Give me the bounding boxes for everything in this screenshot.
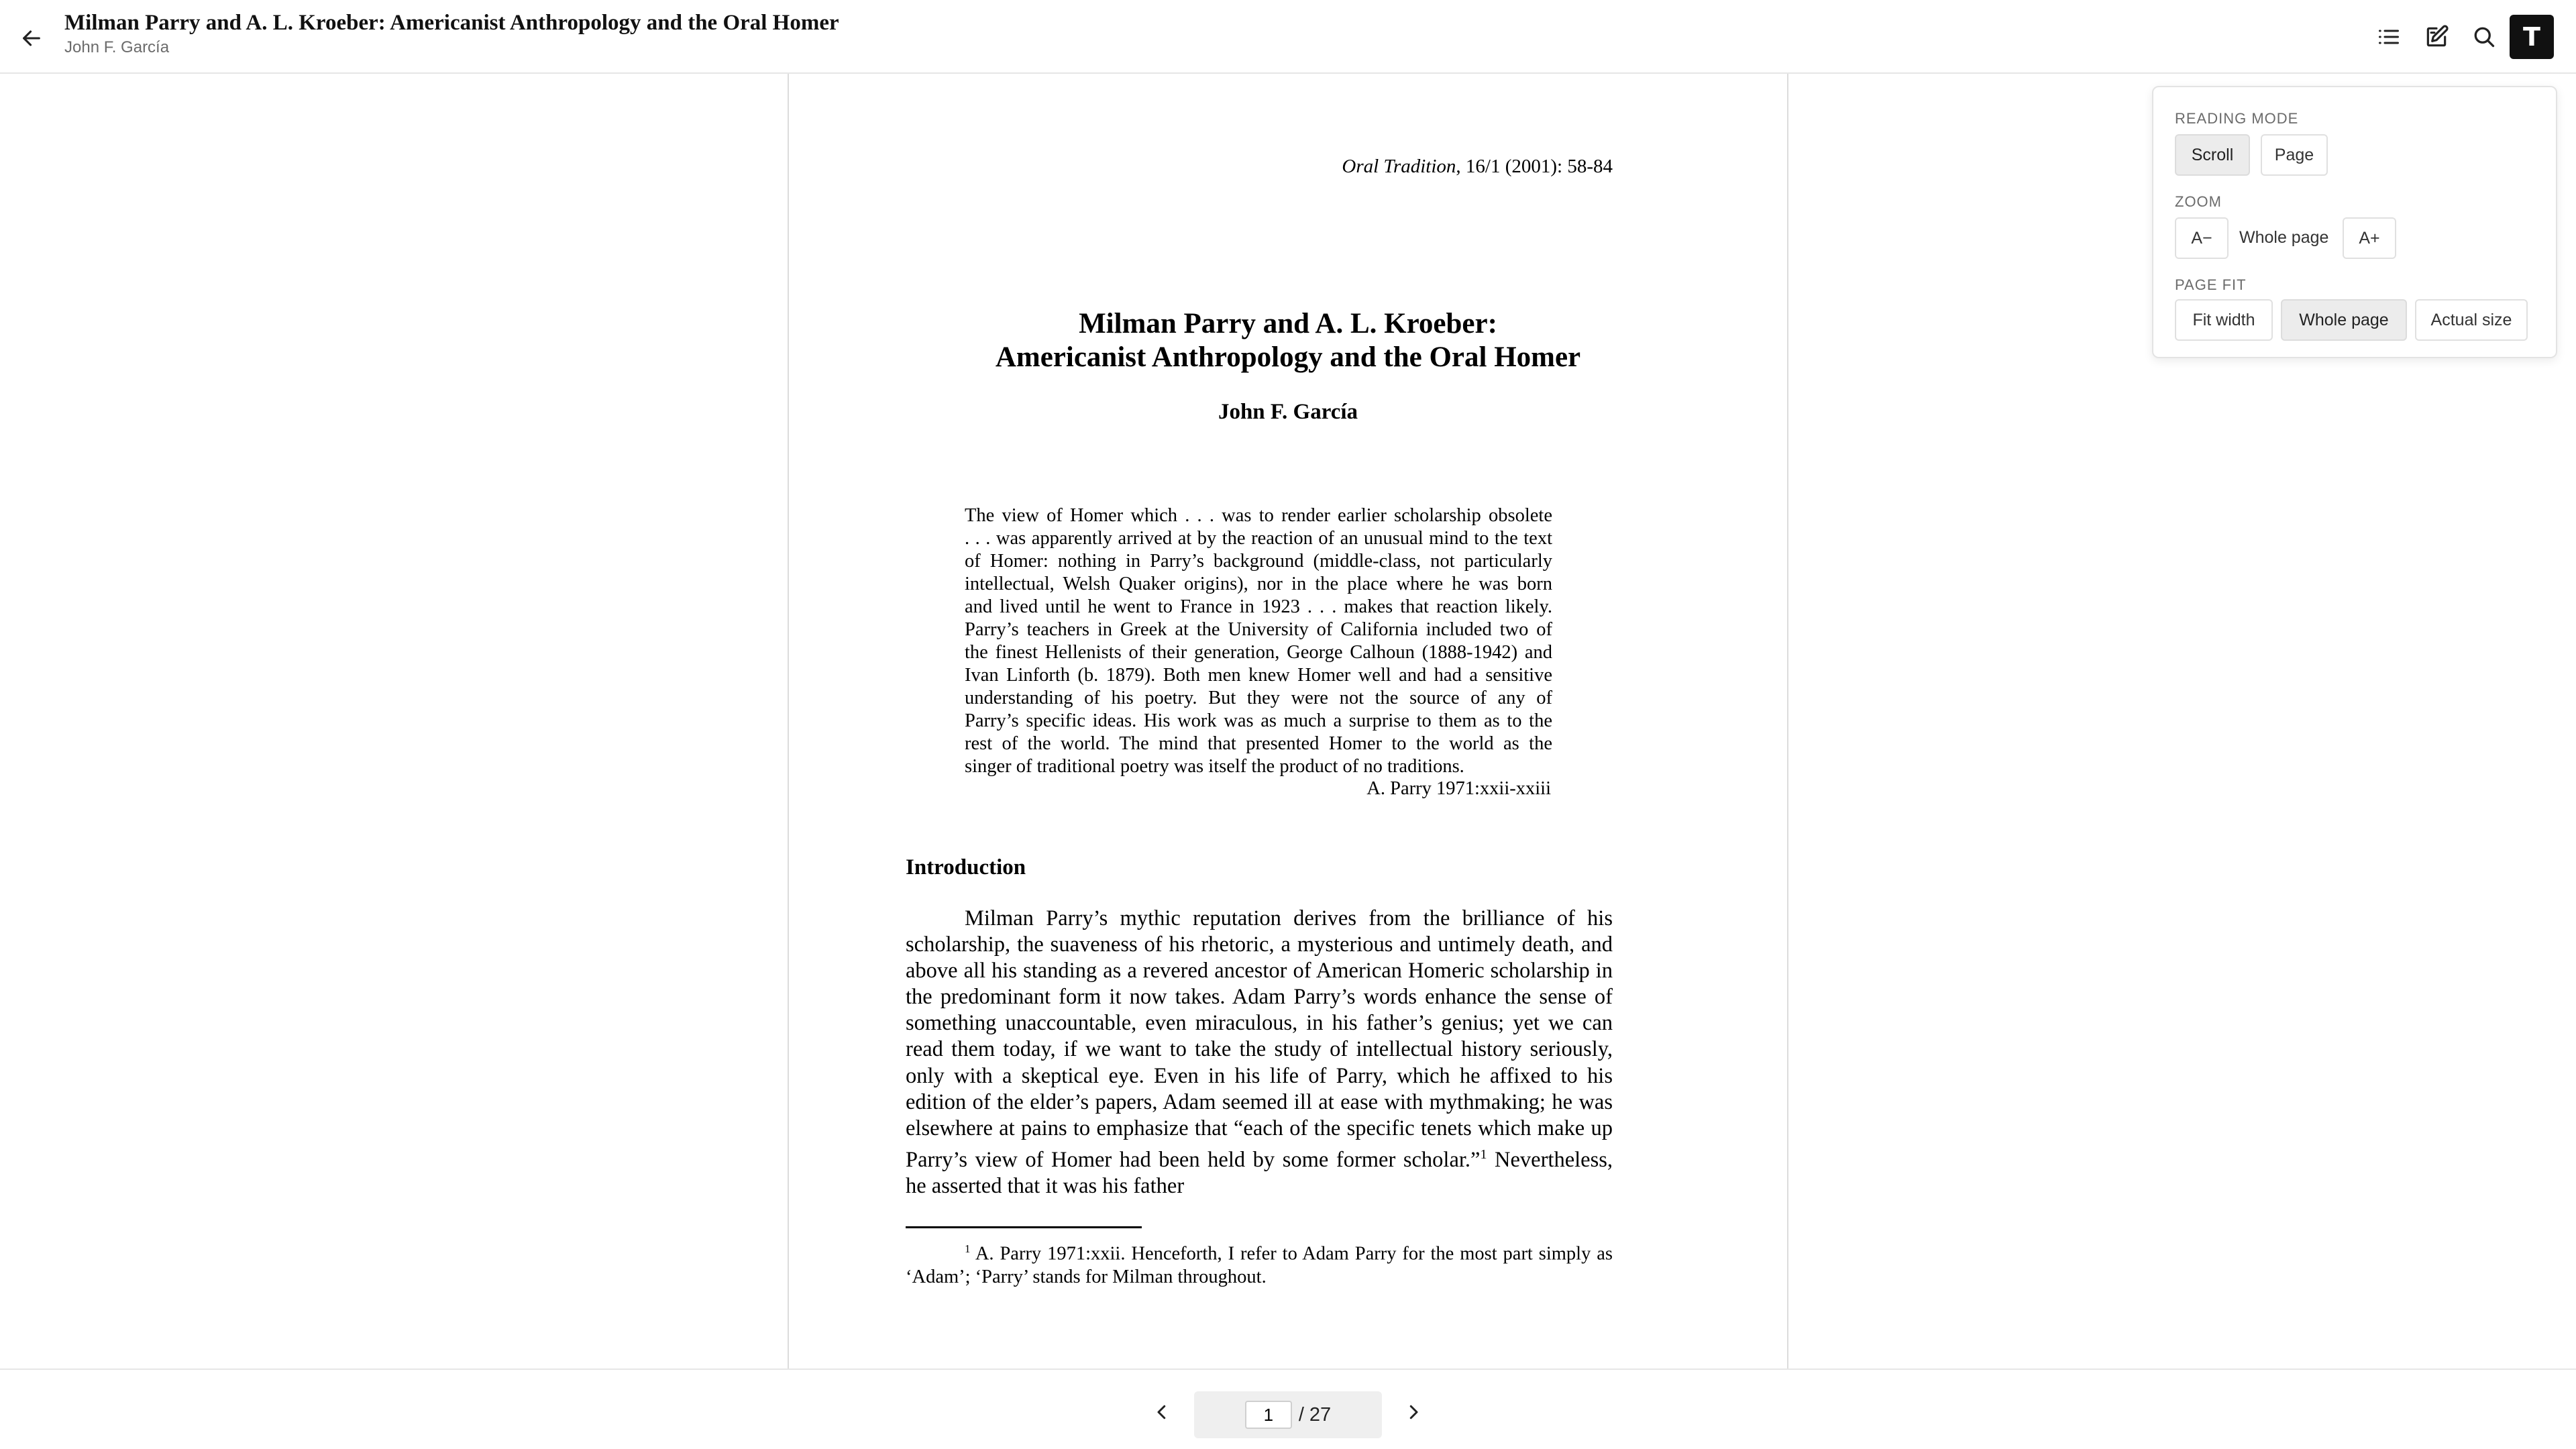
page-number-input[interactable] bbox=[1245, 1401, 1292, 1429]
chevron-left-icon bbox=[1152, 1402, 1172, 1422]
paper-title bbox=[789, 307, 1787, 374]
body-text-tail: Nevertheless, he asserted that it was his father bbox=[906, 1147, 1613, 1198]
actual-size-button[interactable]: Actual size bbox=[2415, 299, 2528, 341]
epigraph bbox=[965, 504, 1552, 778]
journal-reference bbox=[1342, 156, 1613, 178]
zoom-out-button[interactable]: A− bbox=[2175, 217, 2229, 259]
footnote-divider bbox=[906, 1226, 1142, 1228]
page-fit-label: PAGE FIT bbox=[2175, 276, 2247, 293]
arrow-left-icon bbox=[20, 27, 43, 50]
epigraph-line: The view of Homer which . . . was to render earlier scholarship obsolete bbox=[965, 505, 1552, 526]
epigraph-line: the finest Hellenists of their generation, George Calhoun (1888-1942) and bbox=[965, 642, 1552, 663]
footnote-reference[interactable]: 1 bbox=[1480, 1146, 1487, 1162]
previous-page-button[interactable] bbox=[1144, 1394, 1180, 1430]
journal-issue: , 16/1 (2001): 58-84 bbox=[1456, 156, 1613, 177]
annotations-button[interactable] bbox=[2418, 19, 2455, 55]
bottom-bar bbox=[0, 1368, 2576, 1449]
search-button[interactable] bbox=[2466, 19, 2502, 55]
section-heading: Introduction bbox=[906, 855, 1026, 879]
epigraph-line: Ivan Linforth (b. 1879). Both men knew Homer well and had a sensitive bbox=[965, 665, 1552, 686]
list-icon bbox=[2377, 25, 2401, 49]
epigraph-line: of Homer: nothing in Parry’s background (middle-class, not particularly bbox=[965, 551, 1552, 572]
epigraph-line: and lived until he went to France in 1923 . . . makes that reaction likely. bbox=[965, 596, 1552, 617]
document-page bbox=[788, 74, 1788, 1368]
paper-title-line-1: Milman Parry and A. L. Kroeber: bbox=[1079, 308, 1497, 339]
epigraph-line: Parry’s specific ideas. His work was as much a surprise to them as to the bbox=[965, 710, 1552, 731]
footnote-text: A. Parry 1971:xxii. Henceforth, I refer to Adam Parry for the most part simply as ‘Adam’; ‘Parry’ stands for Milman throughout. bbox=[906, 1243, 1613, 1287]
fit-width-button[interactable]: Fit width bbox=[2175, 299, 2273, 341]
scroll-mode-button[interactable]: Scroll bbox=[2175, 134, 2250, 176]
text-settings-button[interactable] bbox=[2510, 15, 2554, 59]
table-of-contents-button[interactable] bbox=[2371, 19, 2407, 55]
body-paragraph bbox=[906, 906, 1613, 1199]
epigraph-citation: A. Parry 1971:xxii-xxiii bbox=[1366, 778, 1551, 799]
search-icon bbox=[2472, 25, 2496, 49]
zoom-in-button[interactable]: A+ bbox=[2343, 217, 2396, 259]
top-bar bbox=[0, 0, 2576, 74]
reader-settings-panel bbox=[2152, 86, 2557, 358]
epigraph-line: . . . was apparently arrived at by the reaction of an unusual mind to the text bbox=[965, 528, 1552, 549]
page-indicator bbox=[1194, 1391, 1382, 1438]
epigraph-line: Parry’s teachers in Greek at the University of California included two of bbox=[965, 619, 1552, 640]
epigraph-line: understanding of his poetry. But they were not the source of any of bbox=[965, 688, 1552, 708]
page-mode-button[interactable]: Page bbox=[2261, 134, 2328, 176]
epigraph-line: intellectual, Welsh Quaker origins), nor in the place where he was born bbox=[965, 574, 1552, 594]
epigraph-line: rest of the world. The mind that presented Homer to the world as the bbox=[965, 733, 1552, 754]
paper-author: John F. García bbox=[1218, 400, 1358, 424]
total-pages: / 27 bbox=[1298, 1403, 1332, 1426]
footnote-mark: 1 bbox=[965, 1242, 971, 1255]
whole-page-button[interactable]: Whole page bbox=[2281, 299, 2407, 341]
chevron-right-icon bbox=[1403, 1402, 1424, 1422]
journal-name: Oral Tradition bbox=[1342, 156, 1456, 177]
document-title: Milman Parry and A. L. Kroeber: Americanist Anthropology and the Oral Homer bbox=[64, 11, 839, 35]
zoom-label: ZOOM bbox=[2175, 193, 2222, 210]
text-settings-icon: T bbox=[2523, 22, 2540, 52]
body-text: Milman Parry’s mythic reputation derives from the brilliance of his scholarship, the suaveness of his rhetoric, a mysterious and untimely death, and above all his standing as a revered ancestor of American Homeric scholarship in the predominant form it now takes. Adam Parry’s words enhance the sense of something unaccountable, even miraculous, in his father’s genius; yet we can read them today, if we want to take the study of intellectual history seriously, only with a skeptical eye. Even in his life of Parry, which he affixed to his edition of the elder’s papers, Adam seemed ill at ease with mythmaking; he was elsewhere at pains to emphasize that “each of the specific tenets which make up Parry’s view of Homer had been held by some former scholar.” bbox=[906, 906, 1613, 1172]
back-button[interactable] bbox=[15, 21, 48, 55]
footnote bbox=[906, 1238, 1613, 1289]
next-page-button[interactable] bbox=[1395, 1394, 1432, 1430]
zoom-level: Whole page bbox=[2239, 228, 2329, 247]
document-author: John F. García bbox=[64, 38, 170, 56]
reading-mode-label: READING MODE bbox=[2175, 110, 2299, 127]
paper-title-line-2: Americanist Anthropology and the Oral Homer bbox=[995, 341, 1581, 373]
epigraph-line: singer of traditional poetry was itself the product of no traditions. bbox=[965, 756, 1464, 777]
edit-note-icon bbox=[2424, 24, 2449, 50]
